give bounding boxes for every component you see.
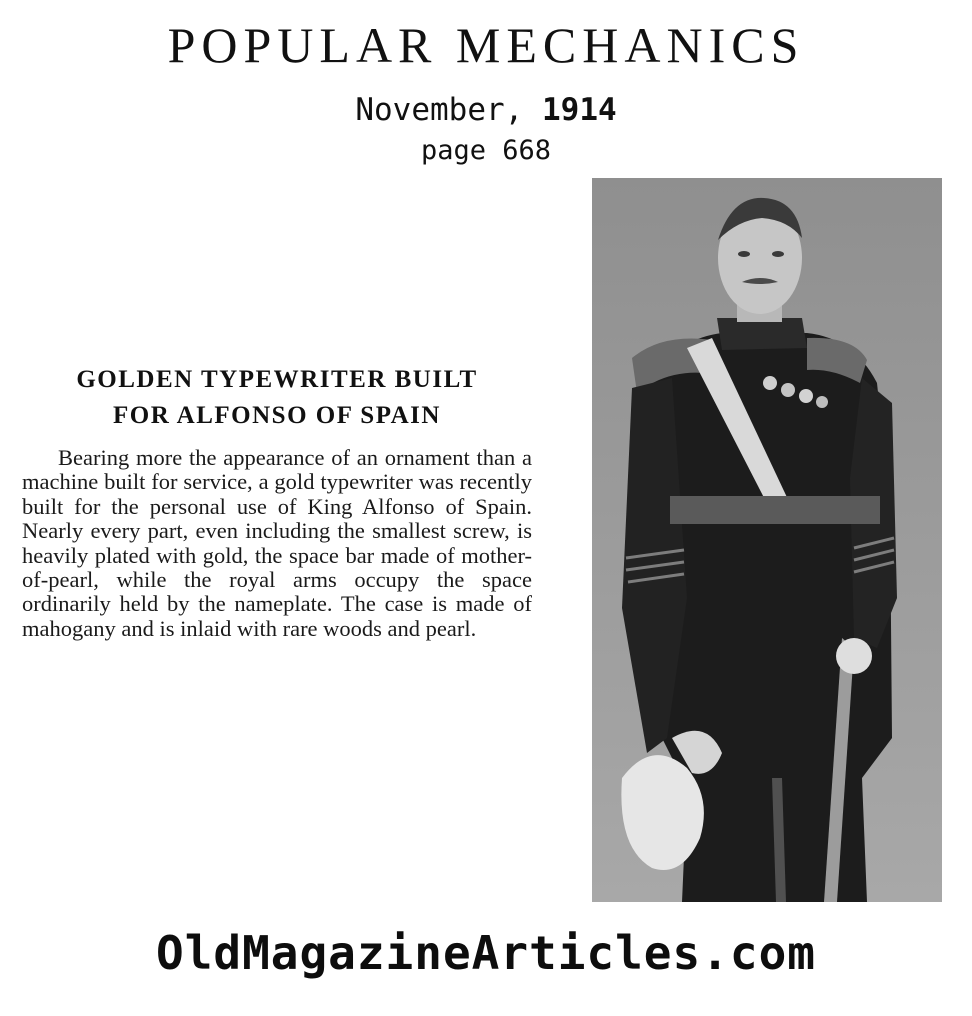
issue-year: 1914 bbox=[542, 92, 617, 128]
headline-line-1: GOLDEN TYPEWRITER BUILT bbox=[76, 366, 478, 393]
portrait-illustration bbox=[592, 178, 942, 902]
issue-month: November, bbox=[355, 92, 524, 128]
article-body: Bearing more the appearance of an ornament than a machine built for service, a gold typewriter was recently built for the personal use of King Alfonso of Spain. Nearly every part, even including the smallest screw, is heavily plated with gold, the space bar made of mother-of-pearl, while the royal arms occupy the space ordinarily held by the nameplate. The case is made of mahogany and is inlaid with rare woods and pearl. bbox=[22, 445, 532, 641]
article-headline bbox=[22, 362, 532, 434]
issue-date bbox=[0, 92, 972, 128]
masthead: POPULAR MECHANICS bbox=[167, 17, 805, 73]
site-watermark: OldMagazineArticles.com bbox=[156, 926, 816, 980]
headline-line-2: FOR ALFONSO OF SPAIN bbox=[113, 402, 441, 429]
issue-page: page 668 bbox=[420, 135, 552, 166]
portrait-photo bbox=[592, 178, 942, 902]
article bbox=[22, 362, 532, 641]
